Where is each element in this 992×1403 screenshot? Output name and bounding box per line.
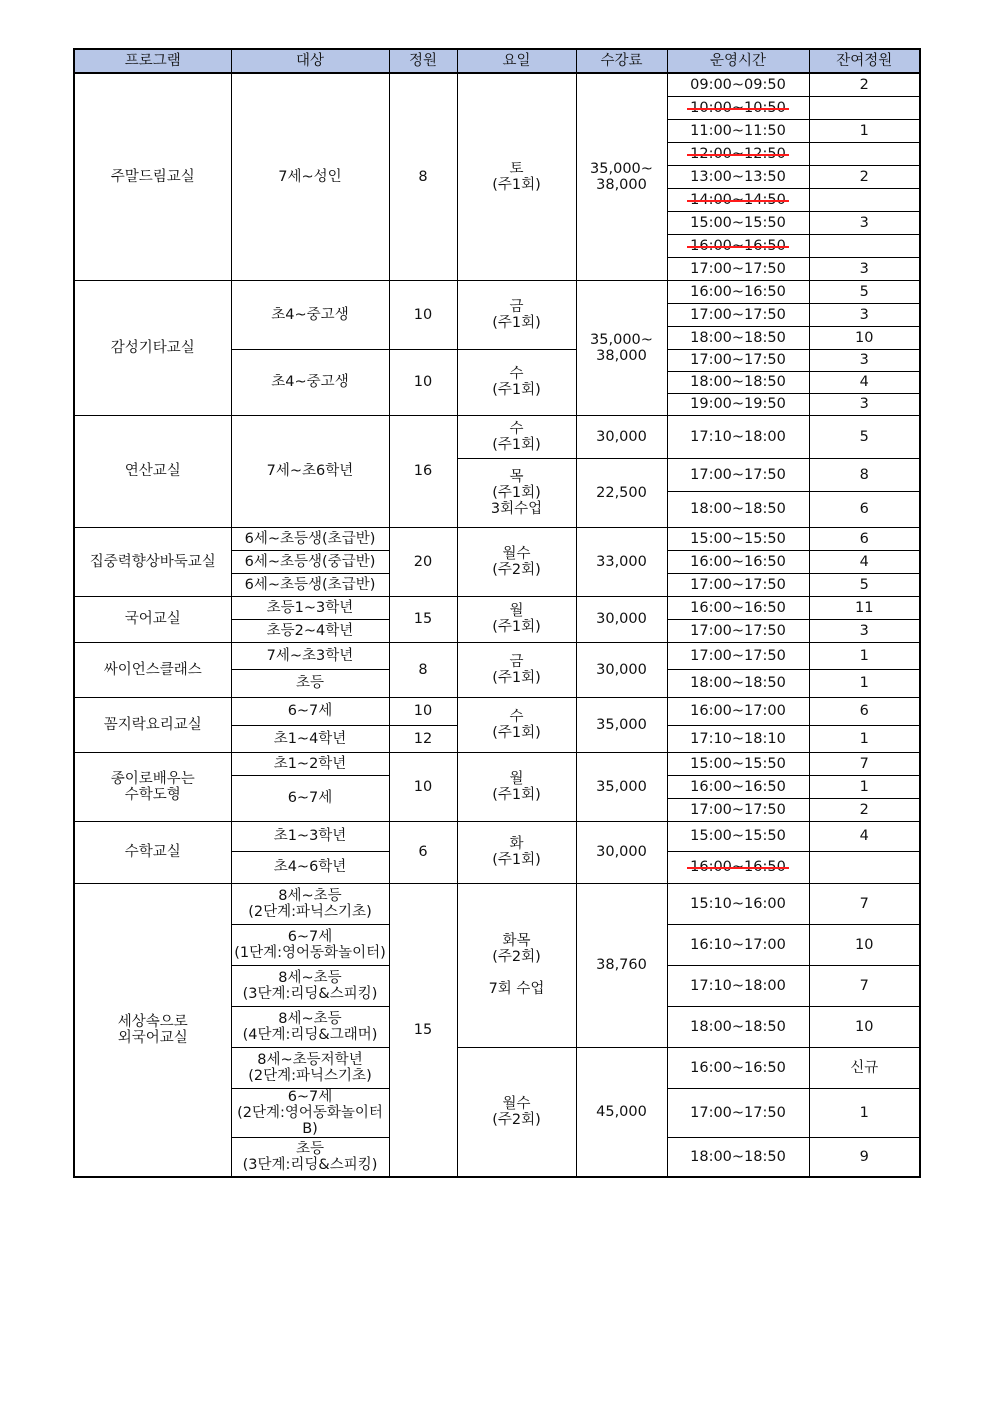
time-cell: 15:00~15:50 — [667, 752, 809, 775]
remaining-cell: 7 — [809, 965, 920, 1006]
program-name: 세상속으로 외국어교실 — [74, 883, 231, 1177]
remaining-cell: 4 — [809, 550, 920, 573]
target-cell: 6~7세 — [231, 775, 389, 821]
target-cell: 초등1~3학년 — [231, 596, 389, 619]
remaining-cell: 6 — [809, 527, 920, 550]
fee-cell: 22,500 — [576, 458, 667, 527]
remaining-cell: 2 — [809, 165, 920, 188]
struck-time: 16:00~16:50 — [690, 237, 786, 254]
remaining-cell: 3 — [809, 211, 920, 234]
remaining-cell: 1 — [809, 775, 920, 798]
capacity-cell: 8 — [389, 73, 457, 280]
program-name: 감성기타교실 — [74, 280, 231, 415]
capacity-cell: 15 — [389, 596, 457, 642]
table-row — [74, 821, 920, 851]
capacity-cell: 10 — [389, 349, 457, 415]
remaining-cell: 1 — [809, 725, 920, 752]
capacity-cell: 10 — [389, 697, 457, 725]
time-cell: 15:00~15:50 — [667, 527, 809, 550]
target-cell: 8세~초등 (2단계:파닉스기초) — [231, 883, 389, 924]
time-cell-cancelled — [667, 234, 809, 257]
struck-time: 14:00~14:50 — [690, 191, 786, 208]
time-cell: 19:00~19:50 — [667, 393, 809, 415]
target-cell: 초1~2학년 — [231, 752, 389, 775]
time-cell: 18:00~18:50 — [667, 326, 809, 349]
fee-cell: 35,000~ 38,000 — [576, 73, 667, 280]
target-cell: 초4~중고생 — [231, 280, 389, 349]
target-cell: 6~7세 — [231, 697, 389, 725]
remaining-cell: 3 — [809, 303, 920, 326]
capacity-cell: 16 — [389, 415, 457, 527]
day-cell: 수 (주1회) — [457, 415, 576, 458]
table-row — [74, 883, 920, 924]
header-target: 대상 — [231, 49, 389, 73]
time-cell: 17:00~17:50 — [667, 573, 809, 596]
remaining-cell: 3 — [809, 619, 920, 642]
remaining-cell: 7 — [809, 883, 920, 924]
capacity-cell: 6 — [389, 821, 457, 883]
remaining-cell: 1 — [809, 119, 920, 142]
target-cell: 6세~초등생(초급반) — [231, 527, 389, 550]
remaining-cell: 3 — [809, 257, 920, 280]
day-cell: 월수 (주2회) — [457, 1047, 576, 1177]
remaining-cell — [809, 142, 920, 165]
time-cell: 09:00~09:50 — [667, 73, 809, 96]
fee-cell: 30,000 — [576, 596, 667, 642]
time-cell: 17:10~18:10 — [667, 725, 809, 752]
time-cell: 17:00~17:50 — [667, 798, 809, 821]
time-cell: 15:00~15:50 — [667, 821, 809, 851]
fee-cell: 35,000 — [576, 752, 667, 821]
remaining-cell: 7 — [809, 752, 920, 775]
day-cell: 화목 (주2회) 7회 수업 — [457, 883, 576, 1047]
time-cell-cancelled — [667, 96, 809, 119]
target-cell: 초등 — [231, 669, 389, 697]
target-cell: 6~7세 (1단계:영어동화놀이터) — [231, 924, 389, 965]
time-cell: 17:00~17:50 — [667, 349, 809, 371]
time-cell: 15:10~16:00 — [667, 883, 809, 924]
fee-cell: 38,760 — [576, 883, 667, 1047]
time-cell: 17:00~17:50 — [667, 642, 809, 669]
target-cell: 초1~3학년 — [231, 821, 389, 851]
table-row — [74, 596, 920, 619]
time-cell: 13:00~13:50 — [667, 165, 809, 188]
remaining-cell: 2 — [809, 73, 920, 96]
remaining-cell: 9 — [809, 1137, 920, 1177]
time-cell: 18:00~18:50 — [667, 1137, 809, 1177]
table-row — [74, 527, 920, 550]
time-cell: 18:00~18:50 — [667, 669, 809, 697]
fee-cell: 30,000 — [576, 415, 667, 458]
remaining-cell — [809, 96, 920, 119]
day-cell: 토 (주1회) — [457, 73, 576, 280]
target-cell: 초4~6학년 — [231, 851, 389, 883]
target-cell: 6세~초등생(초급반) — [231, 573, 389, 596]
remaining-cell — [809, 188, 920, 211]
time-cell: 17:00~17:50 — [667, 619, 809, 642]
time-cell: 16:00~16:50 — [667, 775, 809, 798]
time-cell: 16:00~17:00 — [667, 697, 809, 725]
target-cell: 8세~초등저학년 (2단계:파닉스기초) — [231, 1047, 389, 1088]
remaining-cell: 2 — [809, 798, 920, 821]
target-cell: 7세~초6학년 — [231, 415, 389, 527]
time-cell: 16:00~16:50 — [667, 550, 809, 573]
program-name: 주말드림교실 — [74, 73, 231, 280]
program-name: 연산교실 — [74, 415, 231, 527]
time-cell: 17:00~17:50 — [667, 257, 809, 280]
remaining-cell: 8 — [809, 458, 920, 491]
struck-time: 12:00~12:50 — [690, 145, 786, 162]
remaining-cell: 5 — [809, 573, 920, 596]
fee-cell: 35,000 — [576, 697, 667, 752]
target-cell: 초4~중고생 — [231, 349, 389, 415]
day-cell: 금 (주1회) — [457, 642, 576, 697]
remaining-cell: 10 — [809, 1006, 920, 1047]
fee-cell: 35,000~ 38,000 — [576, 280, 667, 415]
header-fee: 수강료 — [576, 49, 667, 73]
table-row — [74, 642, 920, 669]
target-cell: 6~7세 (2단계:영어동화놀이터B) — [231, 1088, 389, 1137]
remaining-cell: 4 — [809, 821, 920, 851]
header-day: 요일 — [457, 49, 576, 73]
time-cell: 16:10~17:00 — [667, 924, 809, 965]
day-cell: 목 (주1회) 3회수업 — [457, 458, 576, 527]
remaining-cell: 10 — [809, 924, 920, 965]
header-capacity: 정원 — [389, 49, 457, 73]
program-schedule-table — [73, 48, 921, 1178]
header-program: 프로그램 — [74, 49, 231, 73]
fee-cell: 30,000 — [576, 642, 667, 697]
table-row — [74, 280, 920, 303]
time-cell: 17:00~17:50 — [667, 1088, 809, 1137]
header-row — [74, 49, 920, 73]
time-cell: 17:10~18:00 — [667, 415, 809, 458]
time-cell: 16:00~16:50 — [667, 596, 809, 619]
target-cell: 초등2~4학년 — [231, 619, 389, 642]
time-cell: 18:00~18:50 — [667, 1006, 809, 1047]
program-name: 싸이언스클래스 — [74, 642, 231, 697]
time-cell-cancelled — [667, 142, 809, 165]
remaining-cell: 6 — [809, 697, 920, 725]
remaining-cell: 4 — [809, 371, 920, 393]
remaining-cell: 1 — [809, 1088, 920, 1137]
capacity-cell: 8 — [389, 642, 457, 697]
time-cell-cancelled — [667, 188, 809, 211]
time-cell: 17:00~17:50 — [667, 303, 809, 326]
target-cell: 초등 (3단계:리딩&스피킹) — [231, 1137, 389, 1177]
target-cell: 8세~초등 (4단계:리딩&그래머) — [231, 1006, 389, 1047]
remaining-cell — [809, 234, 920, 257]
program-name: 집중력향상바둑교실 — [74, 527, 231, 596]
remaining-cell: 5 — [809, 280, 920, 303]
target-cell: 7세~성인 — [231, 73, 389, 280]
target-cell: 8세~초등 (3단계:리딩&스피킹) — [231, 965, 389, 1006]
table-row — [74, 73, 920, 96]
time-cell: 16:00~16:50 — [667, 280, 809, 303]
table-row — [74, 697, 920, 725]
fee-cell: 30,000 — [576, 821, 667, 883]
fee-cell: 45,000 — [576, 1047, 667, 1177]
remaining-cell: 10 — [809, 326, 920, 349]
remaining-cell: 3 — [809, 393, 920, 415]
header-time: 운영시간 — [667, 49, 809, 73]
header-remaining: 잔여정원 — [809, 49, 920, 73]
remaining-cell: 6 — [809, 491, 920, 527]
capacity-cell: 12 — [389, 725, 457, 752]
target-cell: 6세~초등생(중급반) — [231, 550, 389, 573]
fee-cell: 33,000 — [576, 527, 667, 596]
time-cell: 18:00~18:50 — [667, 371, 809, 393]
struck-time: 10:00~10:50 — [690, 99, 786, 116]
time-cell: 15:00~15:50 — [667, 211, 809, 234]
remaining-cell: 11 — [809, 596, 920, 619]
table-row — [74, 415, 920, 458]
time-cell-cancelled — [667, 851, 809, 883]
capacity-cell: 15 — [389, 883, 457, 1177]
time-cell: 16:00~16:50 — [667, 1047, 809, 1088]
day-cell: 화 (주1회) — [457, 821, 576, 883]
table-row — [74, 752, 920, 775]
remaining-cell: 5 — [809, 415, 920, 458]
time-cell: 17:10~18:00 — [667, 965, 809, 1006]
time-cell: 17:00~17:50 — [667, 458, 809, 491]
day-cell: 월수 (주2회) — [457, 527, 576, 596]
target-cell: 7세~초3학년 — [231, 642, 389, 669]
time-cell: 11:00~11:50 — [667, 119, 809, 142]
day-cell: 수 (주1회) — [457, 349, 576, 415]
program-name: 수학교실 — [74, 821, 231, 883]
day-cell: 월 (주1회) — [457, 752, 576, 821]
remaining-cell — [809, 851, 920, 883]
program-name: 꼼지락요리교실 — [74, 697, 231, 752]
remaining-cell: 3 — [809, 349, 920, 371]
program-name: 국어교실 — [74, 596, 231, 642]
capacity-cell: 20 — [389, 527, 457, 596]
program-name: 종이로배우는 수학도형 — [74, 752, 231, 821]
remaining-cell: 신규 — [809, 1047, 920, 1088]
target-cell: 초1~4학년 — [231, 725, 389, 752]
capacity-cell: 10 — [389, 752, 457, 821]
day-cell: 월 (주1회) — [457, 596, 576, 642]
day-cell: 금 (주1회) — [457, 280, 576, 349]
remaining-cell: 1 — [809, 669, 920, 697]
time-cell: 18:00~18:50 — [667, 491, 809, 527]
day-cell: 수 (주1회) — [457, 697, 576, 752]
remaining-cell: 1 — [809, 642, 920, 669]
capacity-cell: 10 — [389, 280, 457, 349]
struck-time: 16:00~16:50 — [690, 859, 786, 875]
